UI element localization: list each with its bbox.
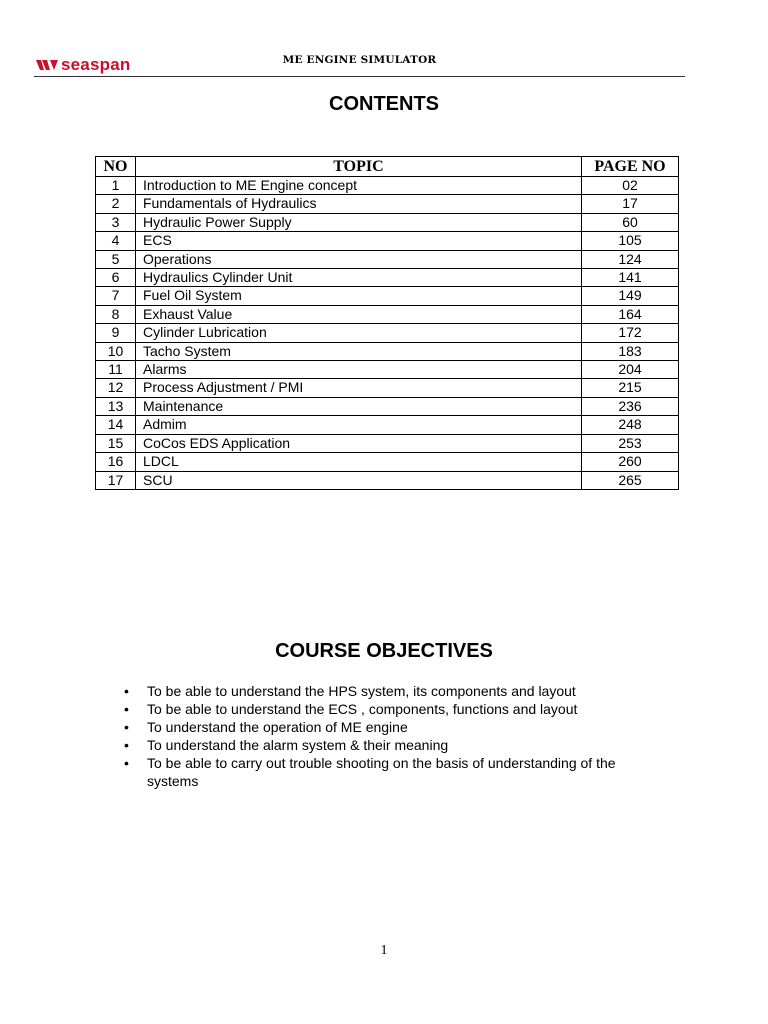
row-number-cell: 8 [96, 305, 136, 323]
list-item [124, 754, 664, 790]
table-row [96, 232, 679, 250]
table-row [96, 361, 679, 379]
row-page-cell: 215 [582, 379, 679, 397]
row-page-cell: 124 [582, 250, 679, 268]
row-number-cell: 16 [96, 453, 136, 471]
row-number-cell: 17 [96, 471, 136, 489]
row-page-cell: 149 [582, 287, 679, 305]
contents-heading: CONTENTS [329, 93, 439, 115]
table-row [96, 416, 679, 434]
contents-table-body [96, 177, 679, 490]
row-number-cell: 15 [96, 434, 136, 452]
list-item [124, 682, 664, 700]
table-row [96, 471, 679, 489]
table-row [96, 287, 679, 305]
contents-table [95, 156, 679, 490]
row-topic-cell: Process Adjustment / PMI [136, 379, 582, 397]
row-page-cell: 141 [582, 269, 679, 287]
table-row [96, 342, 679, 360]
row-topic-cell: Admim [136, 416, 582, 434]
bullet-icon: • [124, 737, 129, 753]
table-row [96, 250, 679, 268]
row-number-cell: 13 [96, 397, 136, 415]
table-row [96, 324, 679, 342]
row-number-cell: 7 [96, 287, 136, 305]
row-number-cell: 9 [96, 324, 136, 342]
bullet-icon: • [124, 701, 129, 717]
bullet-icon: • [124, 755, 129, 771]
objective-text: To understand the operation of ME engine [147, 719, 408, 735]
document-title: ME ENGINE SIMULATOR [282, 54, 437, 66]
row-topic-cell: Tacho System [136, 342, 582, 360]
row-topic-cell: LDCL [136, 453, 582, 471]
row-number-cell: 12 [96, 379, 136, 397]
row-topic-cell: ECS [136, 232, 582, 250]
row-page-cell: 60 [582, 213, 679, 231]
row-topic-cell: Hydraulic Power Supply [136, 213, 582, 231]
row-page-cell: 105 [582, 232, 679, 250]
list-item [124, 736, 664, 754]
row-page-cell: 248 [582, 416, 679, 434]
objective-text: To be able to understand the ECS , components, functions and layout [147, 701, 578, 717]
row-topic-cell: Fuel Oil System [136, 287, 582, 305]
list-item [124, 700, 664, 718]
table-row [96, 269, 679, 287]
row-number-cell: 6 [96, 269, 136, 287]
table-row [96, 379, 679, 397]
objective-text: To be able to carry out trouble shooting on the basis of understanding of the systems [147, 755, 616, 789]
objective-text: To be able to understand the HPS system, its components and layout [147, 683, 576, 699]
row-topic-cell: SCU [136, 471, 582, 489]
list-item [124, 718, 664, 736]
bullet-icon: • [124, 683, 129, 699]
row-topic-cell: CoCos EDS Application [136, 434, 582, 452]
course-objectives-heading: COURSE OBJECTIVES [275, 640, 493, 662]
row-page-cell: 183 [582, 342, 679, 360]
row-page-cell: 204 [582, 361, 679, 379]
row-page-cell: 253 [582, 434, 679, 452]
row-page-cell: 17 [582, 195, 679, 213]
row-number-cell: 5 [96, 250, 136, 268]
table-row [96, 397, 679, 415]
row-topic-cell: Cylinder Lubrication [136, 324, 582, 342]
row-page-cell: 164 [582, 305, 679, 323]
row-page-cell: 260 [582, 453, 679, 471]
table-row [96, 434, 679, 452]
row-page-cell: 02 [582, 177, 679, 195]
objective-text: To understand the alarm system & their meaning [147, 737, 449, 753]
column-header-no: NO [96, 157, 136, 177]
logo-text: seaspan [61, 55, 131, 74]
page-number: 1 [380, 943, 388, 958]
row-page-cell: 265 [582, 471, 679, 489]
table-row [96, 177, 679, 195]
bullet-icon: • [124, 719, 129, 735]
course-objectives-list [124, 682, 664, 790]
row-topic-cell: Exhaust Value [136, 305, 582, 323]
row-number-cell: 3 [96, 213, 136, 231]
table-row [96, 195, 679, 213]
column-header-topic: TOPIC [136, 157, 582, 177]
row-topic-cell: Alarms [136, 361, 582, 379]
row-topic-cell: Maintenance [136, 397, 582, 415]
table-row [96, 305, 679, 323]
row-topic-cell: Hydraulics Cylinder Unit [136, 269, 582, 287]
table-row [96, 453, 679, 471]
column-header-page-no: PAGE NO [582, 157, 679, 177]
row-topic-cell: Introduction to ME Engine concept [136, 177, 582, 195]
row-number-cell: 14 [96, 416, 136, 434]
row-number-cell: 4 [96, 232, 136, 250]
row-number-cell: 1 [96, 177, 136, 195]
row-number-cell: 11 [96, 361, 136, 379]
table-row [96, 213, 679, 231]
row-number-cell: 10 [96, 342, 136, 360]
row-topic-cell: Fundamentals of Hydraulics [136, 195, 582, 213]
row-page-cell: 236 [582, 397, 679, 415]
table-header-row [96, 157, 679, 177]
row-page-cell: 172 [582, 324, 679, 342]
page-header [34, 50, 685, 77]
row-topic-cell: Operations [136, 250, 582, 268]
row-number-cell: 2 [96, 195, 136, 213]
